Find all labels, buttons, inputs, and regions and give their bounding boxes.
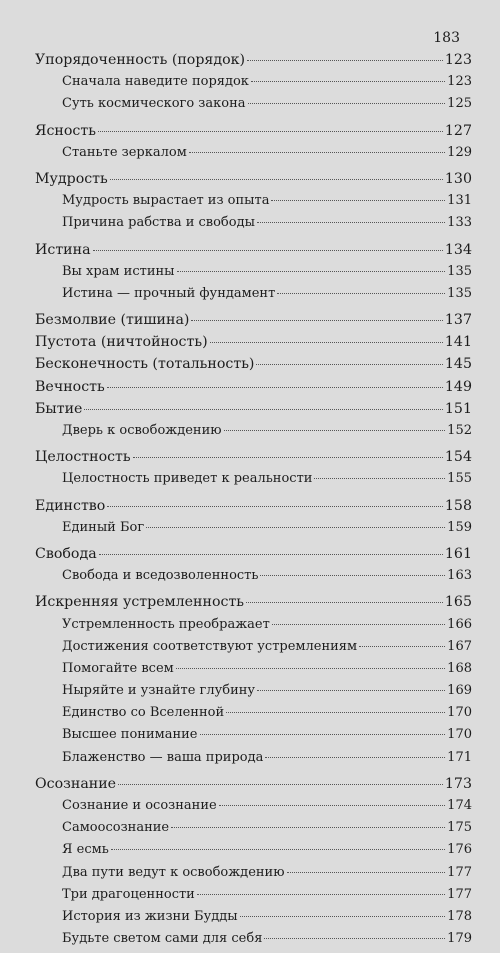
toc-subentry [35, 865, 472, 887]
entry-title: Будьте светом сами для себя [62, 931, 263, 947]
toc-subentry [35, 842, 472, 864]
entry-page-number: 145 [444, 356, 472, 373]
toc-subentry [35, 617, 472, 639]
entry-page-number: 134 [444, 241, 472, 258]
toc-subentry [35, 193, 472, 215]
entry-title: Станьте зеркалом [62, 144, 187, 160]
toc-subentry [35, 520, 472, 542]
dot-leader [146, 527, 445, 528]
entry-title: Мудрость вырастает из опыта [62, 193, 270, 209]
toc-entry [35, 356, 472, 378]
toc-subentry [35, 74, 472, 96]
entry-page-number: 169 [447, 683, 472, 699]
toc-subentry [35, 145, 472, 167]
entry-page-number: 135 [447, 285, 472, 301]
entry-title: Единство [35, 497, 106, 514]
entry-page-number: 174 [447, 798, 472, 813]
entry-title: Суть космического закона [62, 96, 246, 112]
toc-subentry [35, 639, 472, 661]
dot-leader [265, 757, 445, 758]
dot-leader [98, 131, 443, 132]
toc-subentry [35, 820, 472, 842]
dot-leader [133, 457, 443, 458]
page-number: 183 [433, 30, 460, 46]
toc-entry [35, 401, 472, 423]
entry-page-number: 170 [447, 727, 472, 743]
entry-title: Целостность приведет к реальности [62, 471, 313, 487]
entry-page-number: 159 [447, 519, 472, 535]
entry-title: Достижения соответствуют устремлениям [62, 638, 358, 654]
dot-leader [107, 387, 443, 388]
toc-subentry [35, 286, 472, 308]
entry-page-number: 151 [444, 400, 472, 417]
toc-entry [35, 123, 472, 145]
dot-leader [226, 712, 445, 713]
dot-leader [191, 320, 442, 321]
toc-subentry [35, 750, 472, 772]
dot-leader [272, 624, 445, 625]
dot-leader [197, 894, 445, 895]
entry-page-number: 131 [447, 193, 472, 209]
dot-leader [277, 293, 445, 294]
dot-leader [260, 575, 445, 576]
dot-leader [359, 646, 445, 647]
entry-page-number: 141 [444, 334, 472, 351]
entry-title: Вечность [35, 378, 105, 395]
entry-page-number: 167 [447, 638, 472, 654]
toc-entry [35, 594, 472, 616]
toc-subentry [35, 264, 472, 286]
entry-page-number: 178 [447, 908, 472, 924]
entry-page-number: 137 [444, 312, 472, 329]
dot-leader [200, 734, 446, 735]
toc-entry [35, 449, 472, 471]
dot-leader [84, 409, 442, 410]
entry-title: История из жизни Будды [62, 908, 238, 924]
dot-leader [251, 81, 445, 82]
entry-page-number: 175 [447, 820, 472, 836]
toc-subentry [35, 909, 472, 931]
dot-leader [257, 690, 445, 691]
entry-title: Три драгоценности [62, 886, 195, 902]
table-of-contents [35, 52, 472, 953]
toc-entry [35, 379, 472, 401]
entry-title: Пустота (ничтойность) [35, 334, 208, 351]
dot-leader [246, 602, 443, 603]
toc-entry [35, 498, 472, 520]
entry-title: Свобода [35, 545, 97, 562]
toc-subentry [35, 705, 472, 727]
dot-leader [93, 250, 443, 251]
toc-subentry [35, 568, 472, 590]
entry-page-number: 127 [444, 122, 472, 139]
dot-leader [314, 478, 445, 479]
entry-title: Истина — прочный фундамент [62, 285, 276, 301]
entry-title: Безмолвие (тишина) [35, 312, 190, 329]
dot-leader [219, 805, 445, 806]
toc-subentry [35, 798, 472, 820]
entry-page-number: 125 [447, 96, 472, 112]
toc-entry [35, 546, 472, 568]
dot-leader [107, 506, 443, 507]
entry-title: Самоосознание [62, 820, 170, 836]
entry-page-number: 135 [447, 263, 472, 279]
entry-title: Сначала наведите порядок [62, 74, 249, 90]
entry-title: Причина рабства и свободы [62, 215, 255, 231]
dot-leader [171, 827, 445, 828]
entry-page-number: 168 [447, 660, 472, 676]
entry-page-number: 152 [447, 423, 472, 438]
entry-page-number: 158 [444, 497, 472, 514]
dot-leader [256, 364, 442, 365]
dot-leader [99, 554, 443, 555]
entry-page-number: 154 [444, 449, 472, 466]
entry-page-number: 123 [444, 52, 472, 68]
toc-subentry [35, 471, 472, 493]
entry-title: Вы храм истины [62, 263, 175, 279]
toc-subentry [35, 727, 472, 749]
dot-leader [189, 152, 445, 153]
dot-leader [210, 342, 443, 343]
entry-page-number: 123 [447, 74, 472, 90]
dot-leader [177, 271, 446, 272]
entry-title: Помогайте всем [62, 660, 174, 676]
entry-page-number: 166 [447, 616, 472, 632]
dot-leader [118, 784, 443, 785]
toc-entry [35, 242, 472, 264]
entry-page-number: 133 [447, 215, 472, 231]
entry-page-number: 165 [444, 594, 472, 611]
entry-title: Свобода и вседозволенность [62, 568, 259, 584]
toc-entry [35, 776, 472, 798]
entry-title: Два пути ведут к освобождению [62, 864, 285, 880]
dot-leader [257, 222, 445, 223]
dot-leader [176, 668, 445, 669]
entry-page-number: 149 [444, 378, 472, 395]
entry-page-number: 177 [447, 864, 472, 880]
entry-title: Единый Бог [62, 519, 145, 535]
entry-page-number: 176 [447, 842, 472, 858]
toc-subentry [35, 931, 472, 953]
entry-title: Единство со Вселенной [62, 705, 225, 721]
entry-title: Истина [35, 241, 91, 258]
entry-title: Устремленность преображает [62, 616, 270, 632]
entry-title: Осознание [35, 775, 117, 792]
entry-title: Искренняя устремленность [35, 594, 245, 611]
entry-title: Я есмь [62, 842, 109, 858]
entry-title: Целостность [35, 449, 131, 466]
entry-title: Сознание и осознание [62, 798, 217, 813]
dot-leader [247, 60, 443, 61]
entry-page-number: 163 [447, 568, 472, 584]
toc-subentry [35, 683, 472, 705]
entry-page-number: 179 [447, 931, 472, 947]
toc-subentry [35, 661, 472, 683]
entry-page-number: 173 [444, 775, 472, 792]
toc-subentry [35, 96, 472, 118]
dot-leader [271, 200, 445, 201]
dot-leader [264, 938, 445, 939]
entry-title: Ныряйте и узнайте глубину [62, 683, 256, 699]
entry-title: Упорядоченность (порядок) [35, 52, 246, 68]
entry-page-number: 129 [447, 144, 472, 160]
dot-leader [240, 916, 446, 917]
entry-page-number: 170 [447, 705, 472, 721]
entry-page-number: 171 [447, 749, 472, 765]
dot-leader [224, 430, 446, 431]
entry-title: Бытие [35, 400, 83, 417]
entry-page-number: 161 [444, 545, 472, 562]
entry-title: Мудрость [35, 170, 108, 187]
entry-page-number: 130 [444, 170, 472, 187]
entry-page-number: 177 [447, 886, 472, 902]
toc-entry [35, 334, 472, 356]
entry-title: Дверь к освобождению [62, 423, 222, 438]
toc-entry [35, 52, 472, 74]
entry-title: Блаженство — ваша природа [62, 749, 264, 765]
toc-entry [35, 312, 472, 334]
toc-entry [35, 171, 472, 193]
dot-leader [111, 849, 445, 850]
entry-title: Высшее понимание [62, 727, 198, 743]
dot-leader [248, 103, 446, 104]
entry-page-number: 155 [447, 471, 472, 487]
toc-subentry [35, 887, 472, 909]
toc-subentry [35, 423, 472, 445]
toc-subentry [35, 215, 472, 237]
dot-leader [110, 179, 443, 180]
entry-title: Бесконечность (тотальность) [35, 356, 255, 373]
entry-title: Ясность [35, 122, 96, 139]
